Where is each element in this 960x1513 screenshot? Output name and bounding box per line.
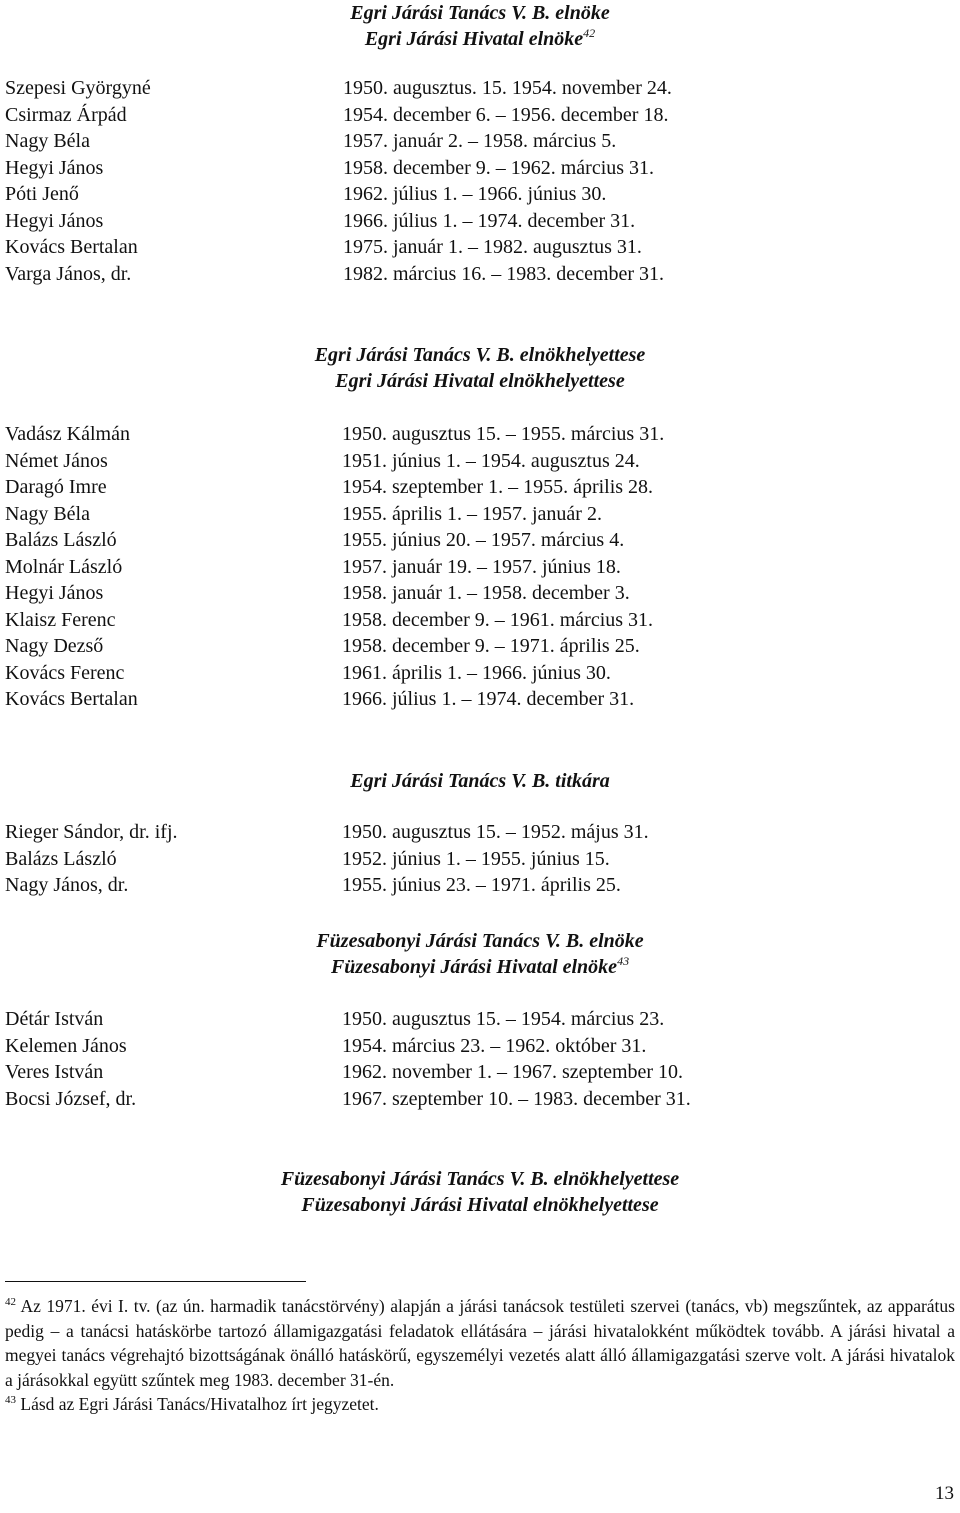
- section-title-fuzesabonyi-elnokhelyettese: [0, 1166, 960, 1218]
- person-name: Hegyi János: [5, 156, 104, 179]
- term-period: 1957. január 2. – 1958. március 5.: [343, 130, 617, 152]
- term-period: 1966. július 1. – 1974. december 31.: [343, 209, 636, 232]
- section-title-egri-elnokhelyettese: [0, 342, 960, 394]
- person-name: Nagy János, dr.: [5, 874, 129, 896]
- section-title-line: Egri Járási Hivatal elnöke: [364, 28, 584, 50]
- person-name: Német János: [5, 449, 108, 472]
- term-period: 1962. november 1. – 1967. szeptember 10.: [342, 1061, 684, 1083]
- person-name: Kelemen János: [5, 1034, 127, 1057]
- person-name: Nagy Béla: [5, 502, 90, 525]
- person-name: Bocsi József, dr.: [5, 1087, 137, 1110]
- footnote-number: 42: [5, 1296, 16, 1308]
- person-name: Csirmaz Árpád: [5, 103, 127, 126]
- section-title-egri-elnoke: [0, 0, 960, 52]
- person-name: Veres István: [5, 1061, 104, 1083]
- term-period: 1954. március 23. – 1962. október 31.: [342, 1034, 647, 1057]
- footnotes: [5, 1294, 955, 1417]
- term-period: 1950. augusztus 15. – 1952. május 31.: [342, 821, 649, 843]
- term-period: 1954. szeptember 1. – 1955. április 28.: [342, 476, 654, 498]
- term-period: 1961. április 1. – 1966. június 30.: [342, 661, 611, 684]
- term-period: 1950. augusztus 15. – 1955. március 31.: [342, 423, 665, 445]
- term-period: 1958. december 9. – 1962. március 31.: [343, 156, 655, 179]
- section-title-egri-titkara: [0, 768, 960, 794]
- person-name: Hegyi János: [5, 209, 104, 232]
- section-title-line: Füzesabonyi Járási Tanács V. B. elnöke: [316, 930, 644, 952]
- person-name: Rieger Sándor, dr. ifj.: [5, 821, 178, 843]
- term-period: 1952. június 1. – 1955. június 15.: [342, 847, 610, 870]
- person-name: Molnár László: [5, 555, 123, 578]
- person-name: Vadász Kálmán: [5, 423, 130, 445]
- footnote: [5, 1392, 955, 1417]
- term-period: 1958. december 9. – 1961. március 31.: [342, 608, 654, 631]
- page-number: 13: [935, 1483, 954, 1504]
- person-name: Klaisz Ferenc: [5, 608, 116, 631]
- footnote-divider: [5, 1281, 306, 1282]
- section-title-line-sup-holder: [0, 954, 960, 980]
- term-period: 1954. december 6. – 1956. december 18.: [343, 103, 669, 126]
- section-title-line-sup-holder: [0, 26, 960, 52]
- person-name: Balázs László: [5, 847, 117, 870]
- section-title-line: Egri Járási Tanács V. B. elnöke: [350, 2, 610, 24]
- footnote-text: Az 1971. évi I. tv. (az ún. harmadik tanácstörvény) alapján a járási tanácsok testületi szervei (tanács, vb) megszűntek, az apparátus pedig – a tanácsi hatáskörbe tartozó államigazgatási feladatok ellátására – járási hivatalokként működtek tovább. A járási hivatal a megyei tanács végrehajtó bizottságának önálló hatáskörű, egyszemélyi vezetés alatt álló államigazgatási szerve volt. A járási hivatalok a járásokkal együtt szűntek meg 1983. december 31-én.: [5, 1296, 955, 1390]
- footnote-number: 43: [5, 1394, 16, 1406]
- footnote-text: Lásd az Egri Járási Tanács/Hivatalhoz írt jegyzetet.: [20, 1394, 379, 1414]
- section-title-line: Egri Járási Hivatal elnökhelyettese: [335, 370, 625, 392]
- footnote-ref: 43: [617, 954, 630, 968]
- person-name: Nagy Béla: [5, 130, 90, 152]
- term-period: 1950. augusztus. 15. 1954. november 24.: [343, 77, 672, 99]
- term-period: 1966. július 1. – 1974. december 31.: [342, 688, 635, 710]
- term-period: 1955. június 20. – 1957. március 4.: [342, 529, 625, 551]
- term-period: 1975. január 1. – 1982. augusztus 31.: [343, 236, 642, 258]
- person-name: Póti Jenő: [5, 183, 79, 205]
- term-period: 1955. április 1. – 1957. január 2.: [342, 502, 602, 525]
- section-title-line: Egri Járási Tanács V. B. titkára: [350, 770, 610, 792]
- term-period: 1982. március 16. – 1983. december 31.: [343, 262, 665, 285]
- person-name: Varga János, dr.: [5, 262, 132, 285]
- term-period: 1958. december 9. – 1971. április 25.: [342, 635, 640, 657]
- section-title-fuzesabonyi-elnoke: [0, 928, 960, 980]
- section-title-line: Füzesabonyi Járási Tanács V. B. elnökhelyettese: [280, 1168, 680, 1190]
- person-name: Kovács Bertalan: [5, 236, 138, 258]
- person-name: Kovács Ferenc: [5, 661, 125, 684]
- term-period: 1958. január 1. – 1958. december 3.: [342, 582, 630, 604]
- term-period: 1951. június 1. – 1954. augusztus 24.: [342, 449, 640, 472]
- person-name: Détár István: [5, 1008, 104, 1030]
- person-name: Kovács Bertalan: [5, 688, 138, 710]
- section-title-line: Füzesabonyi Járási Hivatal elnöke: [330, 956, 618, 978]
- person-name: Nagy Dezső: [5, 635, 104, 657]
- person-name: Balázs László: [5, 529, 117, 551]
- person-name: Daragó Imre: [5, 476, 107, 498]
- section-title-line: Füzesabonyi Járási Hivatal elnökhelyettese: [301, 1194, 659, 1216]
- term-period: 1950. augusztus 15. – 1954. március 23.: [342, 1008, 665, 1030]
- term-period: 1957. január 19. – 1957. június 18.: [342, 555, 621, 578]
- section-title-line: Egri Járási Tanács V. B. elnökhelyettese: [314, 344, 646, 366]
- term-period: 1962. július 1. – 1966. június 30.: [343, 183, 607, 205]
- term-period: 1967. szeptember 10. – 1983. december 31.: [342, 1087, 691, 1110]
- term-period: 1955. június 23. – 1971. április 25.: [342, 874, 621, 896]
- person-name: Hegyi János: [5, 582, 104, 604]
- footnote: [5, 1294, 955, 1392]
- footnote-ref: 42: [583, 26, 596, 40]
- person-name: Szepesi Györgyné: [5, 77, 151, 99]
